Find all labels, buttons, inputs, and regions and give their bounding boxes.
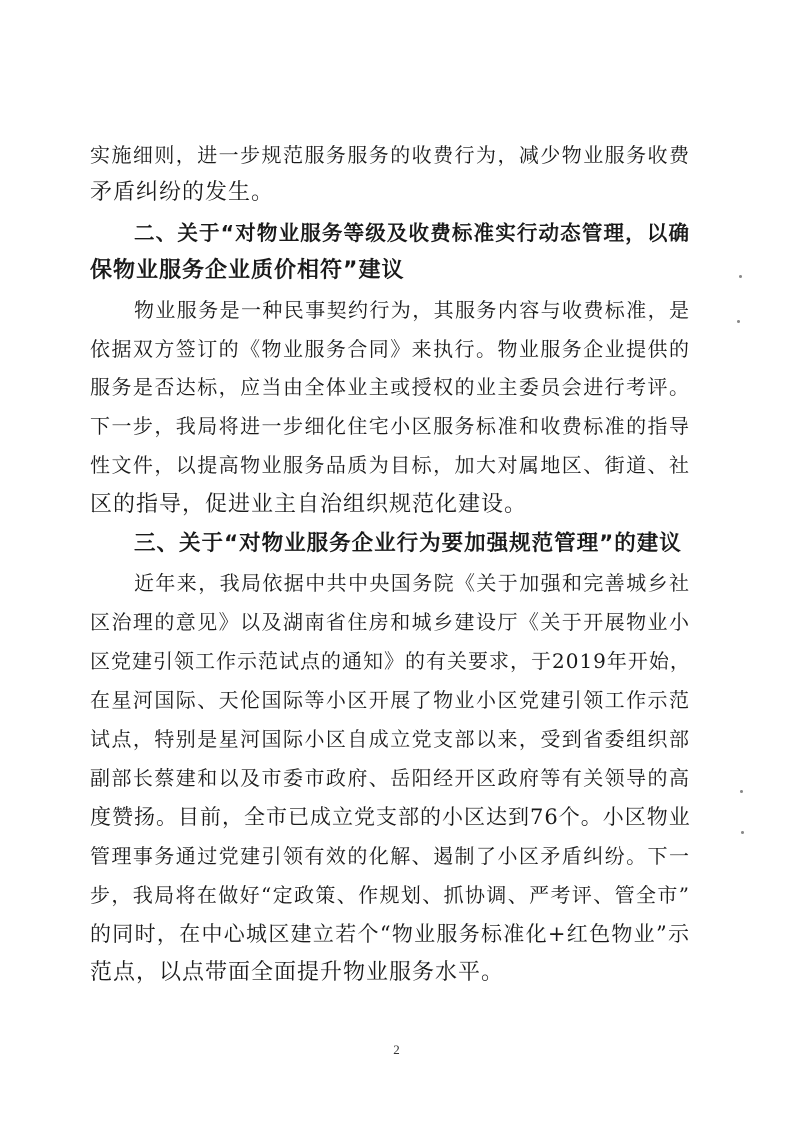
body-line: 在星河国际、天伦国际等小区开展了物业小区党建引领工作示范 bbox=[90, 688, 690, 712]
body-line: 性文件，以提高物业服务品质为目标，加大对属地区、街道、社 bbox=[90, 453, 690, 477]
body-line: 步，我局将在做好“定政策、作规划、抓协调、严考评、管全市” bbox=[90, 883, 690, 907]
page-number: 2 bbox=[393, 1042, 400, 1057]
scan-speck bbox=[740, 790, 743, 793]
body-line: 区的指导，促进业主自治组织规范化建设。 bbox=[90, 492, 528, 517]
body-line: 物业服务是一种民事契约行为，其服务内容与收费标准，是 bbox=[134, 298, 690, 322]
body-line: 下一步，我局将进一步细化住宅小区服务标准和收费标准的指导 bbox=[90, 414, 690, 438]
body-line: 依据双方签订的《物业服务合同》来执行。物业服务企业提供的 bbox=[90, 337, 690, 361]
body-line: 管理事务通过党建引领有效的化解、遏制了小区矛盾纠纷。下一 bbox=[90, 844, 690, 868]
scan-speck bbox=[739, 275, 742, 278]
body-line: 区党建引领工作示范试点的通知》的有关要求，于2019年开始， bbox=[90, 649, 691, 673]
scan-speck bbox=[741, 831, 744, 834]
section-heading: 保物业服务企业质价相符”建议 bbox=[90, 258, 405, 283]
section-heading: 三、关于“对物业服务企业行为要加强规范管理”的建议 bbox=[134, 531, 682, 556]
body-line: 服务是否达标，应当由全体业主或授权的业主委员会进行考评。 bbox=[90, 375, 690, 399]
body-line: 近年来，我局依据中共中央国务院《关于加强和完善城乡社 bbox=[134, 571, 690, 595]
section-heading: 二、关于“对物业服务等级及收费标准实行动态管理，以确 bbox=[134, 221, 690, 245]
body-line: 副部长蔡建和以及市委市政府、岳阳经开区政府等有关领导的高 bbox=[90, 766, 690, 790]
body-line: 试点，特别是星河国际小区自成立党支部以来，受到省委组织部 bbox=[90, 727, 690, 751]
body-line: 范点，以点带面全面提升物业服务水平。 bbox=[90, 960, 505, 985]
body-line: 矛盾纠纷的发生。 bbox=[90, 180, 275, 205]
body-line: 区治理的意见》以及湖南省住房和城乡建设厅《关于开展物业小 bbox=[90, 610, 690, 634]
body-line: 度赞扬。目前，全市已成立党支部的小区达到76个。小区物业 bbox=[90, 805, 691, 829]
scan-speck bbox=[737, 320, 740, 323]
body-line: 实施细则，进一步规范服务服务的收费行为，减少物业服务收费 bbox=[90, 143, 690, 167]
body-line: 的同时，在中心城区建立若个“物业服务标准化+红色物业”示 bbox=[90, 922, 690, 946]
